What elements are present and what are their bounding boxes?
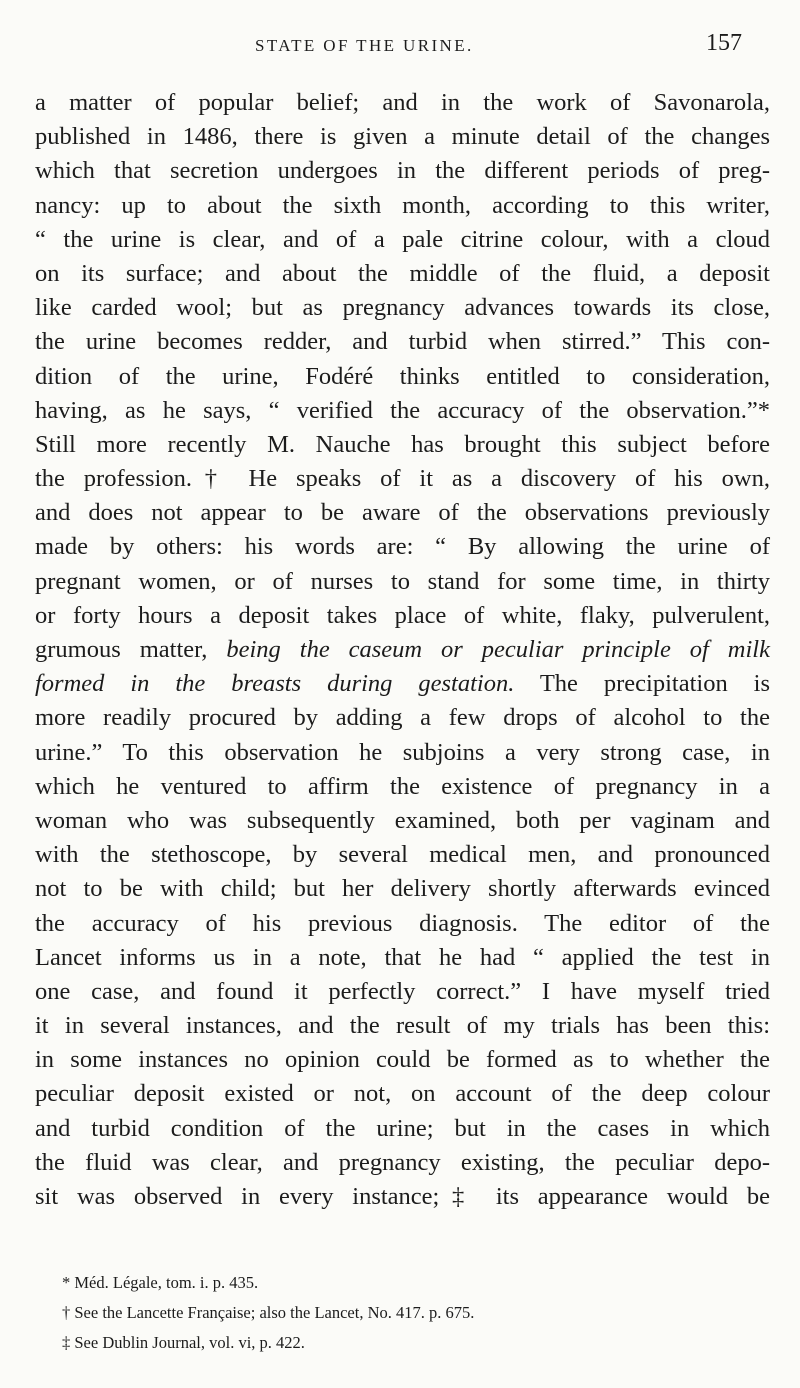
text-line: dition of the urine, Fodéré thinks entitled to consideration, bbox=[35, 362, 770, 390]
text-line: in some instances no opinion could be formed as to whether the bbox=[35, 1046, 770, 1074]
text-line: peculiar deposit existed or not, on account of the deep colour bbox=[35, 1080, 770, 1108]
text-line: the urine becomes redder, and turbid when stirred.” This con- bbox=[35, 328, 770, 356]
text-line bbox=[35, 633, 770, 667]
text-line: sit was observed in every instance;‡ its appearance would be bbox=[35, 1183, 770, 1210]
text-line: not to be with child; but her delivery shortly afterwards evinced bbox=[35, 875, 770, 903]
text-run: The precipitation is bbox=[514, 670, 770, 698]
text-line: Lancet informs us in a note, that he had “ applied the test in bbox=[35, 943, 770, 971]
footnote: † See the Lancette Française; also the Lancet, No. 417. p. 675. bbox=[62, 1303, 475, 1322]
text-line: more readily procured by adding a few drops of alcohol to the bbox=[35, 704, 770, 732]
text-line: which he ventured to affirm the existence of pregnancy in a bbox=[35, 772, 770, 800]
text-line: Still more recently M. Nauche has brought this subject before bbox=[35, 430, 770, 458]
text-line: the accuracy of his previous diagnosis. The editor of the bbox=[35, 909, 770, 937]
text-line: woman who was subsequently examined, both per vaginam and bbox=[35, 806, 770, 834]
text-line: nancy: up to about the sixth month, according to this writer, bbox=[35, 191, 770, 219]
page-number: 157 bbox=[706, 30, 742, 56]
text-line: with the stethoscope, by several medical men, and pronounced bbox=[35, 841, 770, 869]
italic-quote: formed in the breasts during gestation. bbox=[35, 670, 515, 698]
text-line: the profession.† He speaks of it as a discovery of his own, bbox=[35, 465, 770, 493]
text-line: it in several instances, and the result of my trials has been this: bbox=[35, 1012, 770, 1040]
text-line: one case, and found it perfectly correct.” I have myself tried bbox=[35, 977, 770, 1005]
italic-quote: being the caseum or peculiar principle of milk bbox=[226, 636, 770, 663]
text-run: grumous matter, bbox=[35, 636, 227, 663]
text-line: like carded wool; but as pregnancy advances towards its close, bbox=[35, 294, 770, 322]
footnote: * Méd. Légale, tom. i. p. 435. bbox=[62, 1273, 259, 1292]
text-line: and does not appear to be aware of the observations previously bbox=[35, 499, 770, 527]
text-line: urine.” To this observation he subjoins a very strong case, in bbox=[35, 738, 770, 766]
text-line: published in 1486, there is given a minute detail of the changes bbox=[35, 123, 770, 151]
text-line: which that secretion undergoes in the different periods of preg- bbox=[35, 157, 770, 185]
text-line: or forty hours a deposit takes place of white, flaky, pulverulent, bbox=[35, 601, 770, 629]
running-head bbox=[0, 30, 800, 62]
text-line: having, as he says, “ verified the accuracy of the observation.”* bbox=[35, 396, 770, 424]
body-text bbox=[35, 86, 770, 1214]
text-line: made by others: his words are: “ By allowing the urine of bbox=[35, 533, 770, 561]
text-line: and turbid condition of the urine; but in the cases in which bbox=[35, 1114, 770, 1142]
footnote: ‡ See Dublin Journal, vol. vi, p. 422. bbox=[62, 1333, 305, 1352]
text-line: the fluid was clear, and pregnancy existing, the peculiar depo- bbox=[35, 1148, 770, 1176]
running-title: STATE OF THE URINE. bbox=[255, 36, 474, 55]
text-line: pregnant women, or of nurses to stand for some time, in thirty bbox=[35, 567, 770, 595]
footnotes bbox=[62, 1268, 762, 1358]
text-line bbox=[35, 667, 770, 701]
text-line: a matter of popular belief; and in the work of Savonarola, bbox=[35, 89, 770, 116]
text-line: “ the urine is clear, and of a pale citrine colour, with a cloud bbox=[35, 225, 770, 253]
text-line: on its surface; and about the middle of the fluid, a deposit bbox=[35, 259, 770, 287]
